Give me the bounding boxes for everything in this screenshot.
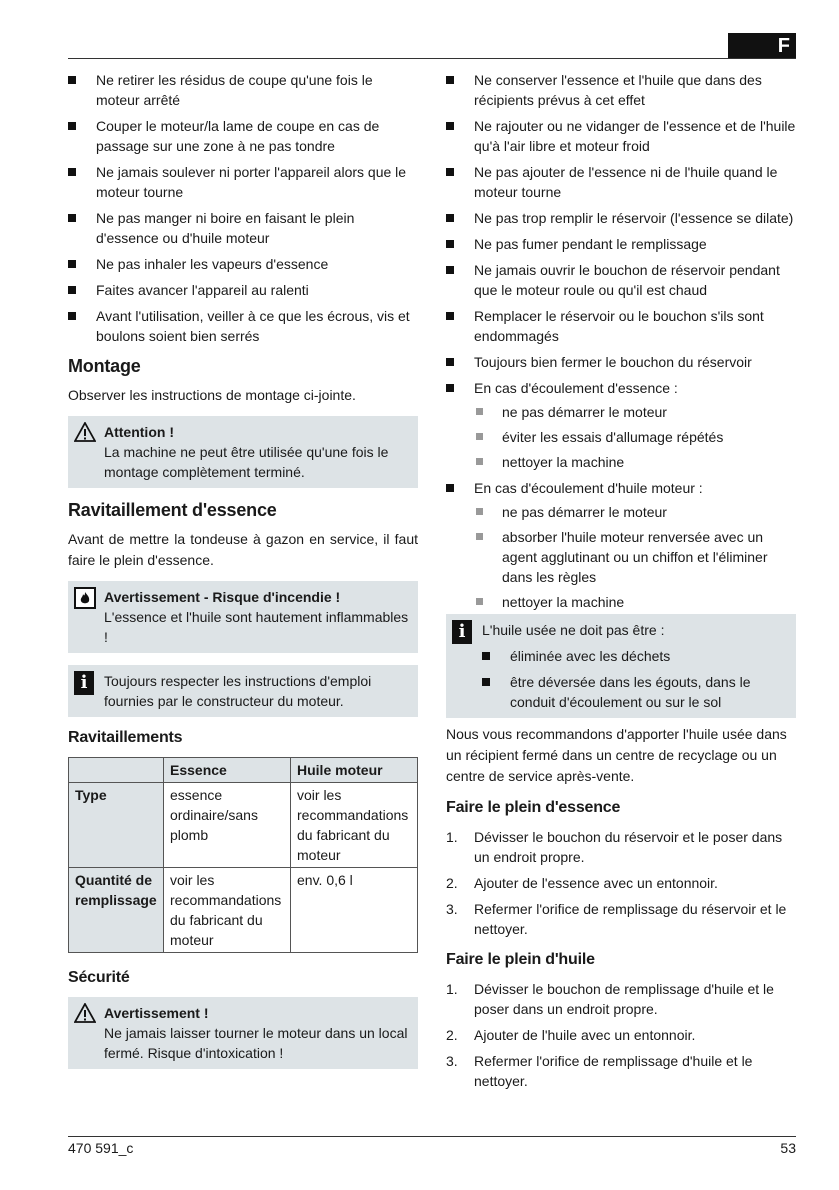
list-item: Ne jamais soulever ni porter l'appareil alors que le moteur tourne bbox=[68, 162, 418, 202]
info-icon: i bbox=[74, 671, 94, 695]
info-huile-box bbox=[446, 614, 796, 718]
column-header-essence: Essence bbox=[164, 758, 291, 783]
square-bullet-icon bbox=[68, 214, 76, 222]
list-item: Ne pas manger ni boire en faisant le plein d'essence ou d'huile moteur bbox=[68, 208, 418, 248]
safety-list-left bbox=[68, 70, 418, 346]
attention-text: La machine ne peut être utilisée qu'une fois le montage complètement terminé. bbox=[104, 444, 389, 480]
info-huile-title: L'huile usée ne doit pas être : bbox=[482, 622, 665, 638]
square-bullet-icon bbox=[446, 240, 454, 248]
sublist-item: nettoyer la machine bbox=[474, 592, 796, 612]
sublist-item: éviter les essais d'allumage répétés bbox=[474, 427, 796, 447]
row-header-type: Type bbox=[69, 783, 164, 868]
sublist-item: ne pas démarrer le moteur bbox=[474, 402, 796, 422]
safety-list-right bbox=[446, 70, 796, 612]
attention-box bbox=[68, 416, 418, 488]
info-text: Toujours respecter les instructions d'emploi fournies par le constructeur du moteur. bbox=[104, 673, 372, 709]
list-item: Ne rajouter ou ne vidanger de l'essence et de l'huile qu'à l'air libre et moteur froid bbox=[446, 116, 796, 156]
list-item: Ne jamais ouvrir le bouchon de réservoir pendant que le moteur roule ou qu'il est chaud bbox=[446, 260, 796, 300]
grey-square-bullet-icon bbox=[476, 533, 483, 540]
cell-type-huile: voir les recommandations du fabricant du moteur bbox=[291, 783, 418, 868]
attention-title: Attention ! bbox=[104, 424, 174, 440]
sublist-item: nettoyer la machine bbox=[474, 452, 796, 472]
table-row bbox=[69, 868, 418, 953]
table-corner-cell bbox=[69, 758, 164, 783]
list-item: Ne pas inhaler les vapeurs d'essence bbox=[68, 254, 418, 274]
list-item: Ne pas trop remplir le réservoir (l'essence se dilate) bbox=[446, 208, 796, 228]
list-item: Faites avancer l'appareil au ralenti bbox=[68, 280, 418, 300]
info-huile-list bbox=[482, 646, 788, 712]
square-bullet-icon bbox=[446, 384, 454, 392]
grey-square-bullet-icon bbox=[476, 458, 483, 465]
square-bullet-icon bbox=[446, 122, 454, 130]
square-bullet-icon bbox=[482, 652, 490, 660]
grey-square-bullet-icon bbox=[476, 508, 483, 515]
row-header-quantite: Quantité de remplissage bbox=[69, 868, 164, 953]
plein-huile-steps bbox=[446, 979, 796, 1091]
square-bullet-icon bbox=[446, 214, 454, 222]
list-item: Ne retirer les résidus de coupe qu'une fois le moteur arrêté bbox=[68, 70, 418, 110]
securite-warning-text: Ne jamais laisser tourner le moteur dans un local fermé. Risque d'intoxication ! bbox=[104, 1025, 408, 1061]
list-item: Toujours bien fermer le bouchon du réservoir bbox=[446, 352, 796, 372]
info-icon: i bbox=[452, 620, 472, 644]
sublist-essence bbox=[474, 402, 796, 472]
list-item: Ne conserver l'essence et l'huile que dans des récipients prévus à cet effet bbox=[446, 70, 796, 110]
square-bullet-icon bbox=[68, 286, 76, 294]
document-id: 470 591_c bbox=[68, 1140, 134, 1156]
plein-essence-steps bbox=[446, 827, 796, 939]
grey-square-bullet-icon bbox=[476, 598, 483, 605]
list-item: En cas d'écoulement d'essence : ne pas démarrer le moteur éviter les essais d'allumage répétés nettoyer la machine bbox=[446, 378, 796, 472]
plein-huile-heading: Faire le plein d'huile bbox=[446, 951, 595, 968]
square-bullet-icon bbox=[68, 312, 76, 320]
square-bullet-icon bbox=[68, 168, 76, 176]
step-item: 1. Dévisser le bouchon de remplissage d'huile et le poser dans un endroit propre. bbox=[446, 981, 774, 1017]
sublist-item: ne pas démarrer le moteur bbox=[474, 502, 796, 522]
footer-rule bbox=[68, 1136, 796, 1137]
square-bullet-icon bbox=[446, 168, 454, 176]
left-column bbox=[68, 70, 418, 1081]
fire-warning-title: Avertissement - Risque d'incendie ! bbox=[104, 589, 341, 605]
square-bullet-icon bbox=[68, 122, 76, 130]
fire-warning-box bbox=[68, 581, 418, 653]
sublist-item: absorber l'huile moteur renversée avec un agent agglutinant ou un chiffon et l'éliminer dans les règles bbox=[474, 527, 796, 587]
list-item: Remplacer le réservoir ou le bouchon s'ils sont endommagés bbox=[446, 306, 796, 346]
list-item: Avant l'utilisation, veiller à ce que les écrous, vis et boulons soient bien serrés bbox=[68, 306, 418, 346]
cell-quantite-essence: voir les recommandations du fabricant du moteur bbox=[164, 868, 291, 953]
securite-warning-box bbox=[68, 997, 418, 1069]
warning-triangle-icon bbox=[74, 1003, 96, 1028]
grey-square-bullet-icon bbox=[476, 433, 483, 440]
securite-heading: Sécurité bbox=[68, 969, 130, 986]
table-row bbox=[69, 783, 418, 868]
cell-type-essence: essence ordinaire/sans plomb bbox=[164, 783, 291, 868]
page-number: 53 bbox=[780, 1140, 796, 1156]
step-item: 3. Refermer l'orifice de remplissage d'huile et le nettoyer. bbox=[446, 1053, 753, 1089]
step-item: 2. Ajouter de l'essence avec un entonnoir. bbox=[446, 875, 718, 891]
square-bullet-icon bbox=[446, 76, 454, 84]
right-column bbox=[446, 70, 796, 1097]
ravitaillement-heading: Ravitaillement d'essence bbox=[68, 500, 277, 520]
fire-icon bbox=[74, 587, 96, 609]
step-item: 2. Ajouter de l'huile avec un entonnoir. bbox=[446, 1027, 696, 1043]
securite-warning-title: Avertissement ! bbox=[104, 1005, 209, 1021]
recommandation-text: Nous vous recommandons d'apporter l'huile usée dans un récipient fermé dans un centre de recyclage ou un centre de service après-vente. bbox=[446, 726, 787, 784]
grey-square-bullet-icon bbox=[476, 408, 483, 415]
list-item: Couper le moteur/la lame de coupe en cas de passage sur une zone à ne pas tondre bbox=[68, 116, 418, 156]
cell-quantite-huile: env. 0,6 l bbox=[291, 868, 418, 953]
warning-triangle-icon bbox=[74, 422, 96, 447]
sublist-huile bbox=[474, 502, 796, 612]
plein-essence-heading: Faire le plein d'essence bbox=[446, 799, 621, 816]
square-bullet-icon bbox=[68, 76, 76, 84]
step-item: 3. Refermer l'orifice de remplissage du réservoir et le nettoyer. bbox=[446, 901, 787, 937]
fuel-table bbox=[68, 757, 418, 953]
square-bullet-icon bbox=[446, 266, 454, 274]
square-bullet-icon bbox=[68, 260, 76, 268]
square-bullet-icon bbox=[446, 358, 454, 366]
step-item: 1. Dévisser le bouchon du réservoir et le poser dans un endroit propre. bbox=[446, 829, 783, 865]
language-tab: F bbox=[728, 33, 796, 59]
list-item: Ne pas ajouter de l'essence ni de l'huile quand le moteur tourne bbox=[446, 162, 796, 202]
list-item: être déversée dans les égouts, dans le conduit d'écoulement ou sur le sol bbox=[482, 672, 788, 712]
column-header-huile: Huile moteur bbox=[291, 758, 418, 783]
info-box bbox=[68, 665, 418, 717]
ravitaillements-heading: Ravitaillements bbox=[68, 729, 183, 746]
montage-heading: Montage bbox=[68, 356, 141, 376]
list-item: En cas d'écoulement d'huile moteur : ne pas démarrer le moteur absorber l'huile moteur renversée avec un agent agglutinant ou un chiffon et l'éliminer dans les règles nettoyer la machine bbox=[446, 478, 796, 612]
montage-text: Observer les instructions de montage ci-jointe. bbox=[68, 387, 356, 403]
ravitaillement-text: Avant de mettre la tondeuse à gazon en service, il faut faire le plein d'essence. bbox=[68, 531, 418, 568]
square-bullet-icon bbox=[446, 312, 454, 320]
square-bullet-icon bbox=[446, 484, 454, 492]
table-header-row bbox=[69, 758, 418, 783]
square-bullet-icon bbox=[482, 678, 490, 686]
header-rule bbox=[68, 58, 796, 59]
fire-warning-text: L'essence et l'huile sont hautement inflammables ! bbox=[104, 609, 409, 645]
list-item: Ne pas fumer pendant le remplissage bbox=[446, 234, 796, 254]
list-item: éliminée avec les déchets bbox=[482, 646, 788, 666]
